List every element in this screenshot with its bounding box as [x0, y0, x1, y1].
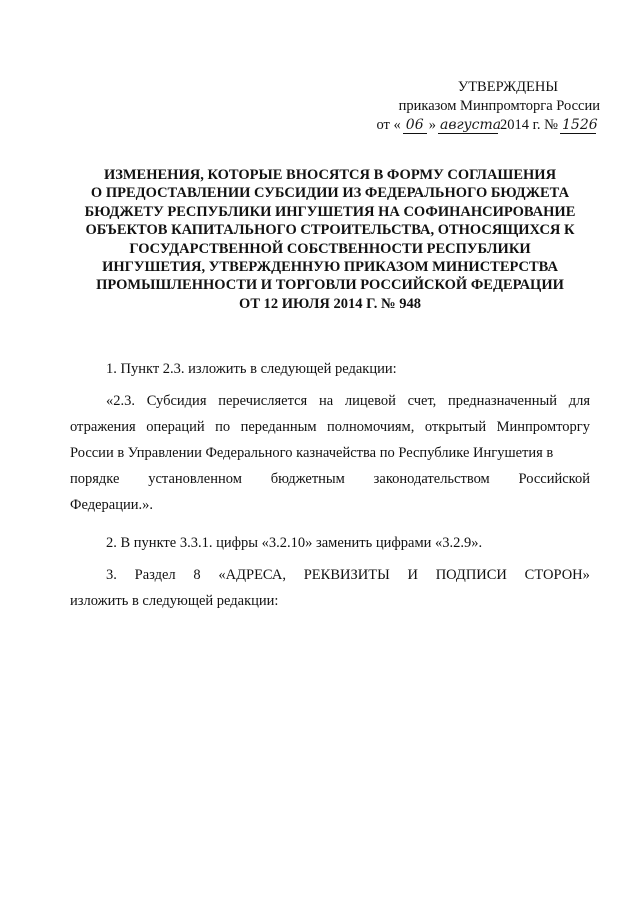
quote-paragraph: «2.3. Субсидия перечисляется на лицевой счет, предназначенный для отражения операций по переданным полномочиям, открытый Минпромторгу России в Управлении Федерального казначейства по Республике Ингушетия в — [70, 393, 590, 461]
item-2: 2. В пункте 3.3.1. цифры «3.2.10» заменить цифрами «3.2.9». — [106, 535, 483, 551]
heading-line: ОТ 12 ИЮЛЯ 2014 Г. № 948 — [239, 295, 421, 312]
heading-line: ИЗМЕНЕНИЯ, КОТОРЫЕ ВНОСЯТСЯ В ФОРМУ СОГЛАШЕНИЯ — [103, 167, 557, 183]
heading-line: ПРОМЫШЛЕННОСТИ И ТОРГОВЛИ РОССИЙСКОЙ ФЕДЕРАЦИИ — [96, 277, 564, 294]
item-3-word: СТОРОН» — [524, 567, 590, 583]
quote-word: законодательством — [373, 471, 490, 487]
item-3-word: 8 — [193, 567, 201, 583]
approval-title: УТВЕРЖДЕНЫ — [457, 79, 558, 95]
item-3-word: ПОДПИСИ — [435, 567, 507, 583]
order-year-suffix: 2014 г. № — [499, 117, 558, 133]
item-3-first-line — [70, 562, 590, 588]
item-3-word: «АДРЕСА, — [218, 567, 286, 583]
approval-stamp — [340, 78, 600, 135]
approval-by-order: приказом Минпромторга России — [398, 98, 600, 114]
approval-order-line — [340, 116, 600, 135]
document-body — [70, 356, 590, 614]
item-3-word: И — [407, 567, 418, 583]
item-3-word: 3. — [106, 567, 117, 583]
item-3-word: РЕКВИЗИТЫ — [303, 567, 390, 583]
quote-end: Федерации.». — [70, 497, 153, 513]
quote-word: Российской — [518, 471, 590, 487]
quote-word: установленном — [148, 471, 242, 487]
document-heading — [70, 166, 590, 313]
quote-word: порядке — [70, 471, 120, 487]
item-1: 1. Пункт 2.3. изложить в следующей редакции: — [106, 361, 397, 377]
handwritten-order-number: 1526 — [562, 117, 598, 133]
order-from-prefix: от « — [376, 117, 401, 133]
heading-line: ОБЪЕКТОВ КАПИТАЛЬНОГО СТРОИТЕЛЬСТВА, ОТНОСЯЩИХСЯ К — [85, 222, 575, 239]
heading-line: БЮДЖЕТУ РЕСПУБЛИКИ ИНГУШЕТИЯ НА СОФИНАНСИРОВАНИЕ — [84, 203, 576, 220]
quote-word: бюджетным — [270, 471, 345, 487]
handwritten-month: августа — [439, 117, 502, 133]
heading-line: ИНГУШЕТИЯ, УТВЕРЖДЕННУЮ ПРИКАЗОМ МИНИСТЕРСТВА — [102, 259, 558, 276]
quote-justified-line — [70, 466, 590, 492]
item-3-second-line: изложить в следующей редакции: — [70, 593, 279, 609]
handwritten-day: 06 — [403, 117, 427, 134]
item-3-word: Раздел — [134, 567, 176, 583]
order-quote-close: » — [428, 117, 436, 133]
heading-line: О ПРЕДОСТАВЛЕНИИ СУБСИДИИ ИЗ ФЕДЕРАЛЬНОГО БЮДЖЕТА — [90, 185, 570, 202]
heading-line: ГОСУДАРСТВЕННОЙ СОБСТВЕННОСТИ РЕСПУБЛИКИ — [129, 240, 531, 257]
